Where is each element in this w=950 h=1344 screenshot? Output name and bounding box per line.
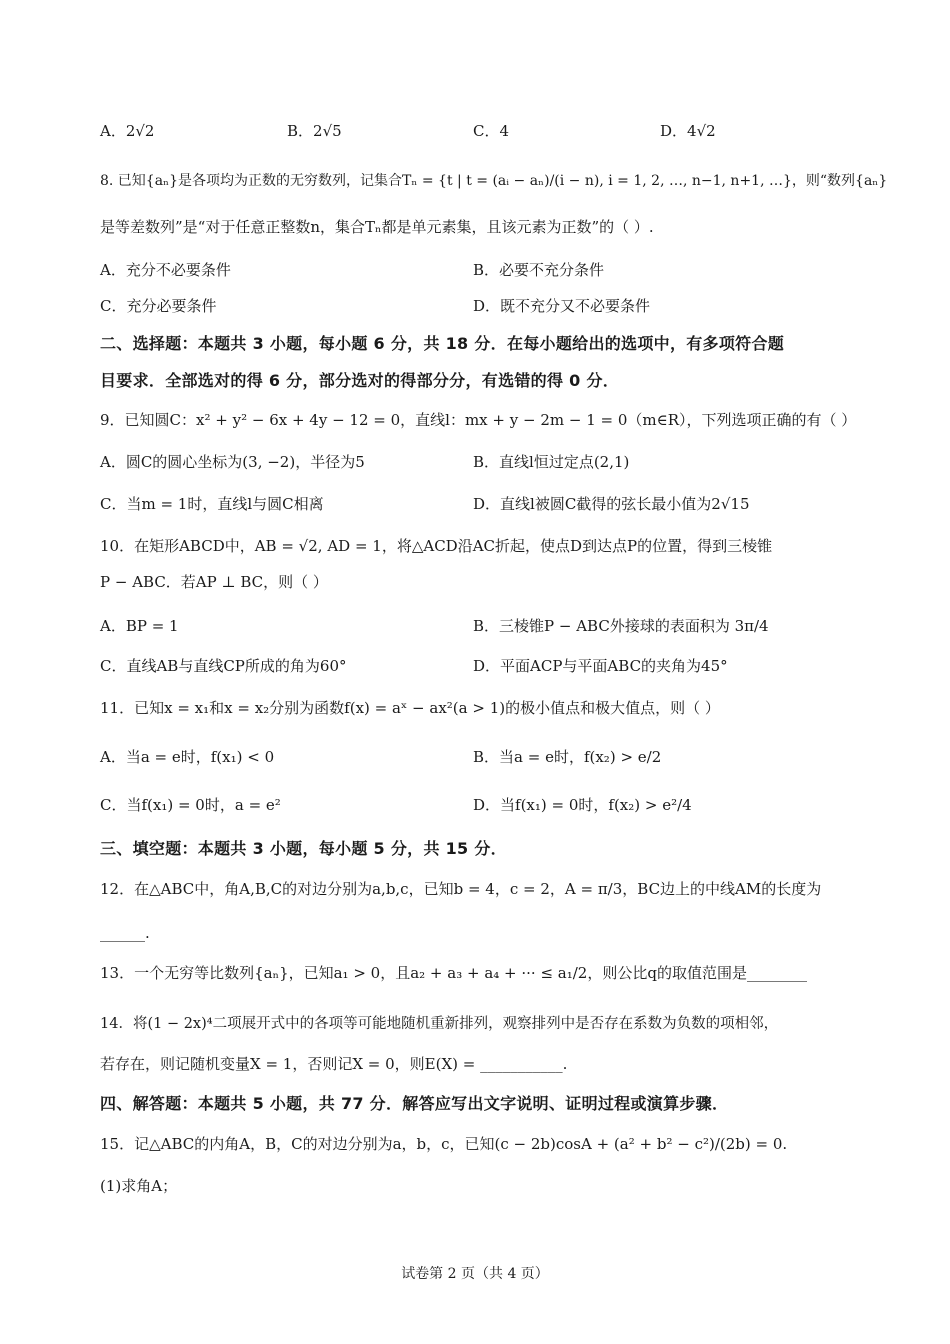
section-4-heading: 四、解答题：本题共 5 小题，共 77 分．解答应写出文字说明、证明过程或演算步骤．: [100, 1094, 729, 1113]
q10-option-a: A．BP = 1: [100, 617, 179, 635]
q11-option-d: D．当f(x₁) = 0时，f(x₂) > e²/4: [473, 796, 692, 814]
q9-option-c: C．当m = 1时，直线l与圆C相离: [100, 495, 324, 513]
q10-option-b: B．三棱锥P − ABC外接球的表面积为 3π/4: [473, 617, 769, 635]
q9-option-a: A．圆C的圆心坐标为(3, −2)，半径为5: [100, 453, 365, 471]
q9-option-d: D．直线l被圆C截得的弦长最小值为2√15: [473, 495, 750, 513]
q8-line1: 8. 已知{aₙ}是各项均为正数的无穷数列，记集合Tₙ = {t | t = (aᵢ − aₙ)/(i − n), i = 1, 2, …, n−1, n+1, …}，则“数列{aₙ}: [100, 173, 888, 189]
q8-option-d: D．既不充分又不必要条件: [473, 297, 651, 315]
q10-option-d: D．平面ACP与平面ABC的夹角为45°: [473, 657, 728, 675]
q7-option-d: D．4√2: [660, 122, 716, 140]
q9-stem: 9．已知圆C：x² + y² − 6x + 4y − 12 = 0，直线l：mx + y − 2m − 1 = 0（m∈R），下列选项正确的有（ ）: [100, 411, 857, 429]
q15-part1: (1)求角A；: [100, 1177, 178, 1195]
q12-line1: 12．在△ABC中，角A,B,C的对边分别为a,b,c，已知b = 4，c = 2，A = π/3，BC边上的中线AM的长度为: [100, 880, 822, 898]
q9-option-b: B．直线l恒过定点(2,1): [473, 453, 630, 471]
q7-option-b: B．2√5: [287, 122, 342, 140]
q14-line1: 14．将(1 − 2x)⁴二项展开式中的各项等可能地随机重新排列，观察排列中是否存在系数为负数的项相邻，: [100, 1016, 779, 1032]
q7-option-c: C．4: [473, 122, 510, 140]
q10-option-c: C．直线AB与直线CP所成的角为60°: [100, 657, 347, 675]
page-footer: 试卷第 2 页（共 4 页）: [401, 1266, 549, 1282]
q14-line2: 若存在，则记随机变量X = 1，否则记X = 0，则E(X) = ___________.: [100, 1055, 568, 1073]
q10-line1: 10．在矩形ABCD中，AB = √2, AD = 1，将△ACD沿AC折起，使点D到达点P的位置，得到三棱锥: [100, 537, 773, 555]
q8-option-b: B．必要不充分条件: [473, 261, 605, 279]
q12-line2: ______.: [100, 924, 150, 942]
section-2-line1: 二、选择题：本题共 3 小题，每小题 6 分，共 18 分．在每小题给出的选项中，有多项符合题: [100, 334, 785, 353]
q11-option-a: A．当a = e时，f(x₁) < 0: [100, 748, 275, 766]
q8-option-a: A．充分不必要条件: [100, 261, 231, 279]
section-2-line2: 目要求．全部选对的得 6 分，部分选对的得部分分，有选错的得 0 分．: [100, 371, 620, 390]
q11-option-b: B．当a = e时，f(x₂) > e/2: [473, 748, 662, 766]
q11-option-c: C．当f(x₁) = 0时，a = e²: [100, 796, 281, 814]
section-3-heading: 三、填空题：本题共 3 小题，每小题 5 分，共 15 分．: [100, 839, 507, 858]
q10-line2: P − ABC．若AP ⊥ BC，则（ ）: [100, 573, 328, 591]
question-13: 13．一个无穷等比数列{aₙ}，已知a₁ > 0，且a₂ + a₃ + a₄ + ··· ≤ a₁/2，则公比q的取值范围是________: [100, 964, 807, 982]
q8-line2: 是等差数列”是“对于任意正整数n，集合Tₙ都是单元素集，且该元素为正数”的（ ）.: [100, 218, 654, 236]
q11-stem: 11．已知x = x₁和x = x₂分别为函数f(x) = aˣ − ax²(a > 1)的极小值点和极大值点，则（ ）: [100, 699, 720, 717]
q15-stem: 15．记△ABC的内角A，B，C的对边分别为a，b，c，已知(c − 2b)cosA + (a² + b² − c²)/(2b) = 0.: [100, 1135, 788, 1153]
q8-option-c: C．充分必要条件: [100, 297, 217, 315]
q7-option-a: A．2√2: [100, 122, 155, 140]
